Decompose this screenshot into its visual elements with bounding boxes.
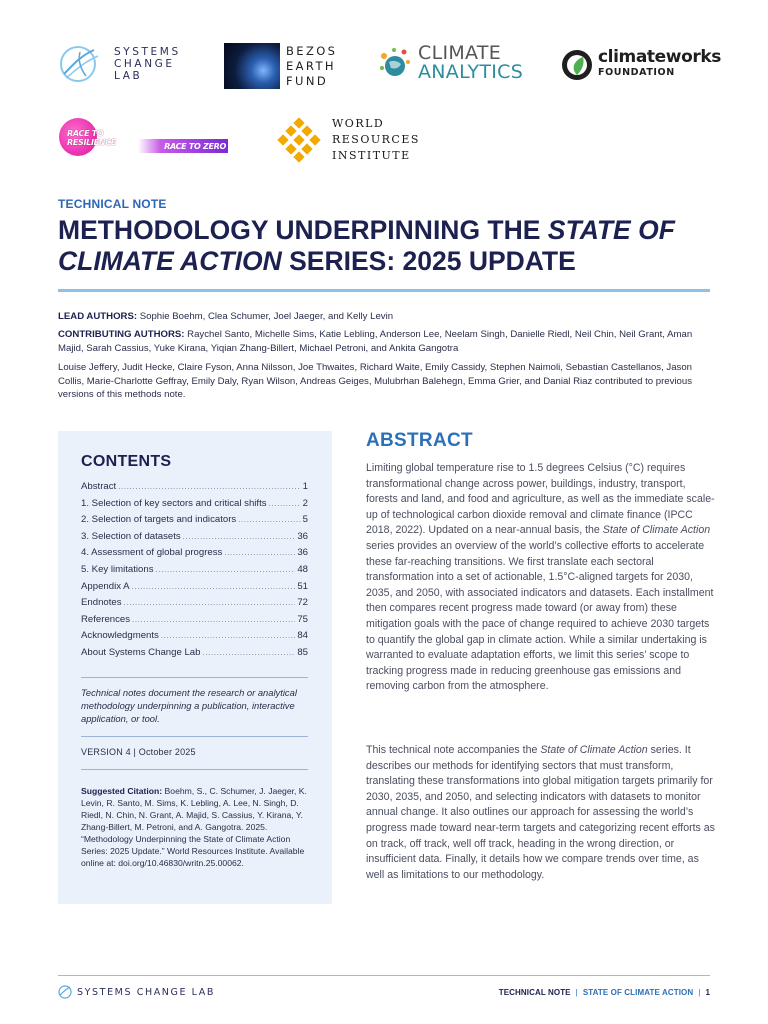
- toc-item[interactable]: [81, 581, 308, 598]
- toc-item-label: Appendix A: [81, 580, 130, 592]
- toc-item-page: 48: [297, 563, 308, 575]
- toc-item-page: 85: [297, 646, 308, 658]
- bezos-earth-fund-logo: [224, 43, 337, 89]
- version-info: VERSION 4 | October 2025: [81, 747, 196, 757]
- toc-leader-dots: [202, 647, 295, 658]
- technical-note-description: Technical notes document the research or analytical methodology underpinning a publication, interactive application, or tool.: [81, 687, 297, 724]
- bezos-earth-fund-wordmark: BEZOS EARTH FUND: [286, 43, 338, 88]
- toc-item[interactable]: [81, 547, 308, 564]
- toc-leader-dots: [269, 498, 301, 509]
- toc-item-page: 75: [297, 613, 308, 625]
- race-to-zero-logo: RACE TO ZERO: [138, 139, 228, 153]
- toc-item-page: 51: [297, 580, 308, 592]
- toc-item-page: 36: [297, 547, 308, 559]
- systems-change-lab-wordmark: SYSTEMS CHANGE LAB: [114, 46, 181, 82]
- toc-item[interactable]: [81, 564, 308, 581]
- abstract-heading: ABSTRACT: [366, 430, 473, 451]
- toc-item-label: 5. Key limitations: [81, 563, 154, 575]
- globe-leaf-icon: [378, 44, 412, 82]
- toc-leader-dots: [183, 531, 296, 542]
- toc-item-label: 1. Selection of key sectors and critical shifts: [81, 497, 267, 509]
- version-divider: [81, 769, 308, 770]
- table-of-contents: [81, 481, 308, 664]
- lead-authors: LEAD AUTHORS: Sophie Boehm, Clea Schumer, Joel Jaeger, and Kelly Levin: [58, 311, 394, 322]
- toc-item[interactable]: [81, 481, 308, 498]
- toc-item-page: 2: [302, 497, 308, 509]
- climate-analytics-logo: [378, 44, 523, 82]
- wri-knot-icon: [276, 117, 322, 163]
- contents-title: CONTENTS: [81, 453, 172, 470]
- toc-item-page: 36: [297, 530, 308, 542]
- toc-item[interactable]: [81, 531, 308, 548]
- systems-change-lab-mark-icon: [58, 44, 108, 84]
- toc-item-page: 72: [297, 597, 308, 609]
- wri-logo: [276, 116, 420, 164]
- toc-item-label: Abstract: [81, 481, 117, 492]
- toc-item[interactable]: [81, 597, 308, 614]
- toc-item[interactable]: [81, 647, 308, 664]
- contents-divider: [81, 677, 308, 678]
- toc-item[interactable]: [81, 498, 308, 515]
- description-divider: [81, 736, 308, 737]
- toc-leader-dots: [118, 481, 300, 492]
- systems-change-lab-logo: [58, 44, 181, 84]
- page-number: 1: [705, 988, 710, 997]
- toc-item-page: 84: [297, 630, 308, 642]
- previous-contributors: Louise Jeffery, Judit Hecke, Claire Fyson, Anna Nilsson, Joe Thwaites, Richard Waite, Emily Cassidy, Stephen Naimoli, Sebastian Castellanos, Jason Collis, Marie-Charlotte Geffray, Emily Daly, Ryan Wilson, Andreas Geiges, Mulubrhan Balehegn, Emma Grier, and Danial Riaz contributed to previous versions of this methods note.: [58, 362, 693, 400]
- toc-item-label: References: [81, 613, 131, 625]
- climateworks-logo: [561, 49, 721, 81]
- toc-item[interactable]: [81, 630, 308, 647]
- wri-wordmark: WORLD RESOURCES INSTITUTE: [332, 117, 420, 162]
- toc-leader-dots: [124, 597, 296, 608]
- toc-item-label: 2. Selection of targets and indicators: [81, 514, 237, 526]
- toc-leader-dots: [132, 614, 295, 625]
- toc-item-label: About Systems Change Lab: [81, 646, 201, 658]
- toc-item-page: 5: [302, 514, 308, 526]
- toc-leader-dots: [132, 581, 296, 592]
- climateworks-mark-icon: [561, 49, 593, 81]
- toc-item-label: Acknowledgments: [81, 630, 159, 642]
- contents-panel: [58, 431, 332, 904]
- footer-logo: SYSTEMS CHANGE LAB: [58, 985, 215, 999]
- abstract-paragraph: This technical note accompanies the State of Climate Action series. It describes our methods for identifying sectors that must transform, translating these transformations into global mitigation targets primarily for 2030, 2035, and 2050, and selecting indicators with datasets to monitor annual change. It also outlines our approach for assessing the world’s progress made toward near-term targets and categorizing recent efforts as on track, off track, well off track, heading in the wrong direction, or insufficient data. Finally, it details how we compare trends over time, as well as limitations to our methodology.: [366, 744, 715, 881]
- toc-item[interactable]: [81, 614, 308, 631]
- toc-leader-dots: [224, 547, 295, 558]
- earth-image-icon: [224, 43, 280, 89]
- contributing-authors: CONTRIBUTING AUTHORS: Raychel Santo, Michelle Sims, Katie Lebling, Anderson Lee, Neelam Singh, Danielle Riedl, Neil Chin, Neil Grant, Aman Majid, Sarah Cassius, Yuke Kirana, Yiqian Zhang-Billert, Michael Petroni, and Ankita Gangotra: [58, 329, 693, 354]
- document-type-kicker: TECHNICAL NOTE: [58, 197, 167, 211]
- toc-item-label: Endnotes: [81, 597, 122, 609]
- race-to-resilience-logo: RACE TO RESILIENCE: [59, 118, 139, 156]
- climate-analytics-wordmark: CLIMATE ANALYTICS: [418, 42, 524, 83]
- toc-item[interactable]: [81, 514, 308, 531]
- toc-leader-dots: [238, 514, 300, 525]
- footer-divider: [58, 975, 710, 976]
- suggested-citation: Suggested Citation: Boehm, S., C. Schumer, J. Jaeger, K. Levin, R. Santo, M. Sims, K. Lebling, A. Lee, N. Singh, D. Riedl, N. Chin, N. Grant, A. Majid, S. Cassius, Y. Kirana, Y. Zhang-Billert, M. Petroni, and A. Gangotra. 2025. “Methodology Underpinning the State of Climate Action Series: 2025 Update.” World Resources Institute. Available online at: doi.org/10.46830/writn.25.00062.: [81, 786, 307, 868]
- climateworks-wordmark: climateworks FOUNDATION: [598, 47, 721, 78]
- toc-leader-dots: [156, 564, 296, 575]
- document-title: METHODOLOGY UNDERPINNING THE STATE OF CLIMATE ACTION SERIES: 2025 UPDATE: [58, 215, 675, 276]
- abstract-paragraph: Limiting global temperature rise to 1.5 degrees Celsius (°C) requires transformational change across power, buildings, industry, transport, forests and land, and food and agriculture, as well as the immediate scale-up of technological carbon dioxide removal and climate finance (IPCC 2018, 2022). Updated on a near-annual basis, the State of Climate Action series provides an overview of the world’s collective efforts to accelerate these far-reaching transitions. We first translate each sectoral transformation into a set of actionable, 1.5°C-aligned targets for 2030, 2035, and 2050, with associated indicators and datasets. Each installment then compares recent progress made toward (or away from) these mitigation goals with the pace of change required to achieve 2030 targets to quantify the global gap in climate action. While a similar undertaking is warranted to evaluate adaptation efforts, we limit this series’ scope to tracking progress made in reducing greenhouse gas emissions and removing carbon from the atmosphere.: [366, 462, 715, 693]
- toc-item-label: 3. Selection of datasets: [81, 530, 181, 542]
- toc-item-label: 4. Assessment of global progress: [81, 547, 223, 559]
- toc-leader-dots: [161, 630, 295, 641]
- title-divider: [58, 289, 710, 292]
- running-footer: TECHNICAL NOTE | STATE OF CLIMATE ACTION | 1: [498, 988, 710, 997]
- systems-change-lab-mark-icon: [58, 985, 72, 999]
- toc-item-page: 1: [302, 481, 308, 492]
